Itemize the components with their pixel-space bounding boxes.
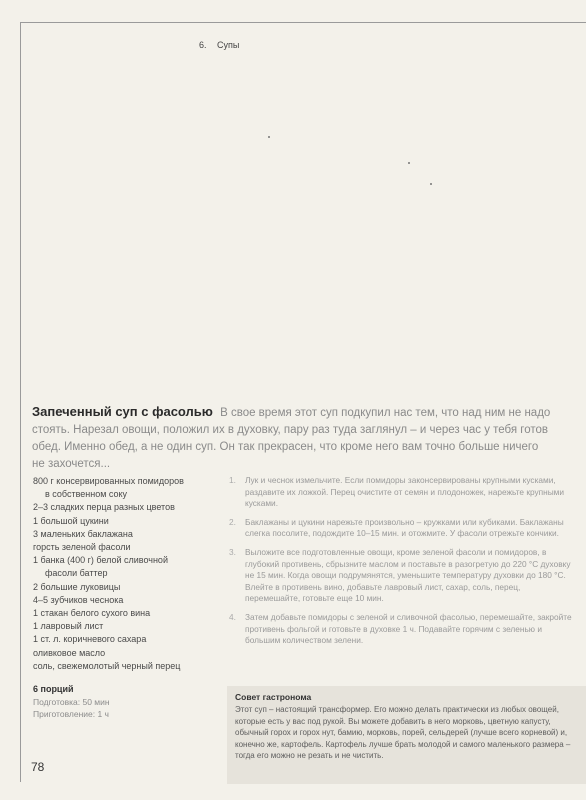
recipe-title: Запеченный суп с фасолью bbox=[32, 404, 213, 419]
step-item bbox=[229, 517, 573, 540]
recipe-intro-text: В свое время этот суп подкупил нас тем, что над ним не надо стоять. Нарезал овощи, положил их в духовку, пару раз туда заглянул – и через час у тебя готов обед. Именно обед, а не один суп. Он так прекрасен, что кроме него вам точно больше ничего не захочется... bbox=[32, 407, 551, 470]
chapter-title: Супы bbox=[217, 40, 240, 50]
ingredients-list bbox=[33, 475, 213, 673]
prep-time: Подготовка: 50 мин bbox=[33, 697, 110, 708]
portions-count: 6 порций bbox=[33, 684, 74, 695]
ingredient-item: 4–5 зубчиков чеснока bbox=[33, 594, 124, 605]
ingredient-item: в собственном соку bbox=[45, 489, 128, 500]
step-number: 3. bbox=[229, 546, 236, 557]
ingredients-column bbox=[33, 475, 213, 720]
step-number: 1. bbox=[229, 475, 236, 485]
ingredient-item: фасоли баттер bbox=[45, 568, 108, 579]
ingredient-item: 1 ст. л. коричневого сахара bbox=[33, 634, 147, 645]
step-text: Лук и чеснок измельчите. Если помидоры законсервированы крупными кусками, раздавите их ложкой. Перец очистите от семян и плодоножек, нарежьте крупными кусками. bbox=[245, 475, 565, 509]
page-number: 78 bbox=[31, 760, 45, 774]
speck-mark bbox=[268, 136, 270, 138]
method-steps bbox=[229, 475, 573, 654]
ingredient-item: оливковое масло bbox=[33, 647, 106, 658]
ingredient-item: 3 маленьких баклажана bbox=[33, 528, 133, 539]
step-item bbox=[229, 612, 573, 647]
ingredient-item: 2 большие луковицы bbox=[33, 581, 121, 592]
step-number: 2. bbox=[229, 516, 236, 527]
tip-title: Совет гастронома bbox=[235, 692, 312, 702]
chef-tip-box bbox=[227, 686, 586, 784]
ingredient-item: 1 лавровый лист bbox=[33, 621, 104, 632]
step-text: Баклажаны и цукини нарежьте произвольно – кружками или кубиками. Баклажаны слегка посолите, подождите 10–15 мин. и отожмите. У фасоли отрежьте кончики. bbox=[245, 516, 564, 539]
cook-time: Приготовление: 1 ч bbox=[33, 709, 109, 720]
step-item bbox=[229, 547, 573, 605]
tip-text: Этот суп – настоящий трансформер. Его можно делать практически из любых овощей, которые есть у вас под рукой. Вы можете добавить в него морковь, цветную капусту, обычный горох и горох нут, бамию, морковь, порей, сельдерей (лучше всего корневой) и, конечно же, картофель. Картофель лучше брать молодой и самого маленького размера – тогда его можно не резать и не чистить. bbox=[235, 705, 571, 761]
step-item bbox=[229, 475, 573, 510]
ingredient-item: 2–3 сладких перца разных цветов bbox=[33, 502, 175, 513]
step-number: 4. bbox=[229, 611, 236, 622]
ingredient-item: 1 стакан белого сухого вина bbox=[33, 608, 151, 619]
ingredient-item: 1 банка (400 г) белой сливочной bbox=[33, 555, 168, 566]
step-text: Выложите все подготовленные овощи, кроме зеленой фасоли и помидоров, в глубокий противень, сбрызните маслом и поставьте в разогретую до 220 °С духовку не 15 мин. Когда овощи подрумянятся, уменьшите температуру духовки до 180 °С. Влейте в противень вино, добавьте лавровый лист, сахар, соль, перец, перемешайте, готовьте еще 10 мин. bbox=[245, 546, 571, 604]
running-header bbox=[199, 40, 239, 50]
ingredient-item: соль, свежемолотый черный перец bbox=[33, 660, 181, 671]
recipe-intro bbox=[32, 403, 552, 473]
ingredient-item: горсть зеленой фасоли bbox=[33, 542, 131, 553]
step-text: Затем добавьте помидоры с зеленой и сливочной фасолью, перемешайте, закройте противень фольгой и готовьте в духовке 1 ч. Подавайте горячим с зеленью и большим количеством зелени. bbox=[245, 611, 572, 646]
speck-mark bbox=[430, 183, 432, 185]
ingredient-item: 800 г консервированных помидоров bbox=[33, 476, 184, 486]
chapter-number: 6. bbox=[199, 40, 207, 50]
ingredient-item: 1 большой цукини bbox=[33, 515, 109, 526]
speck-mark bbox=[408, 162, 410, 164]
